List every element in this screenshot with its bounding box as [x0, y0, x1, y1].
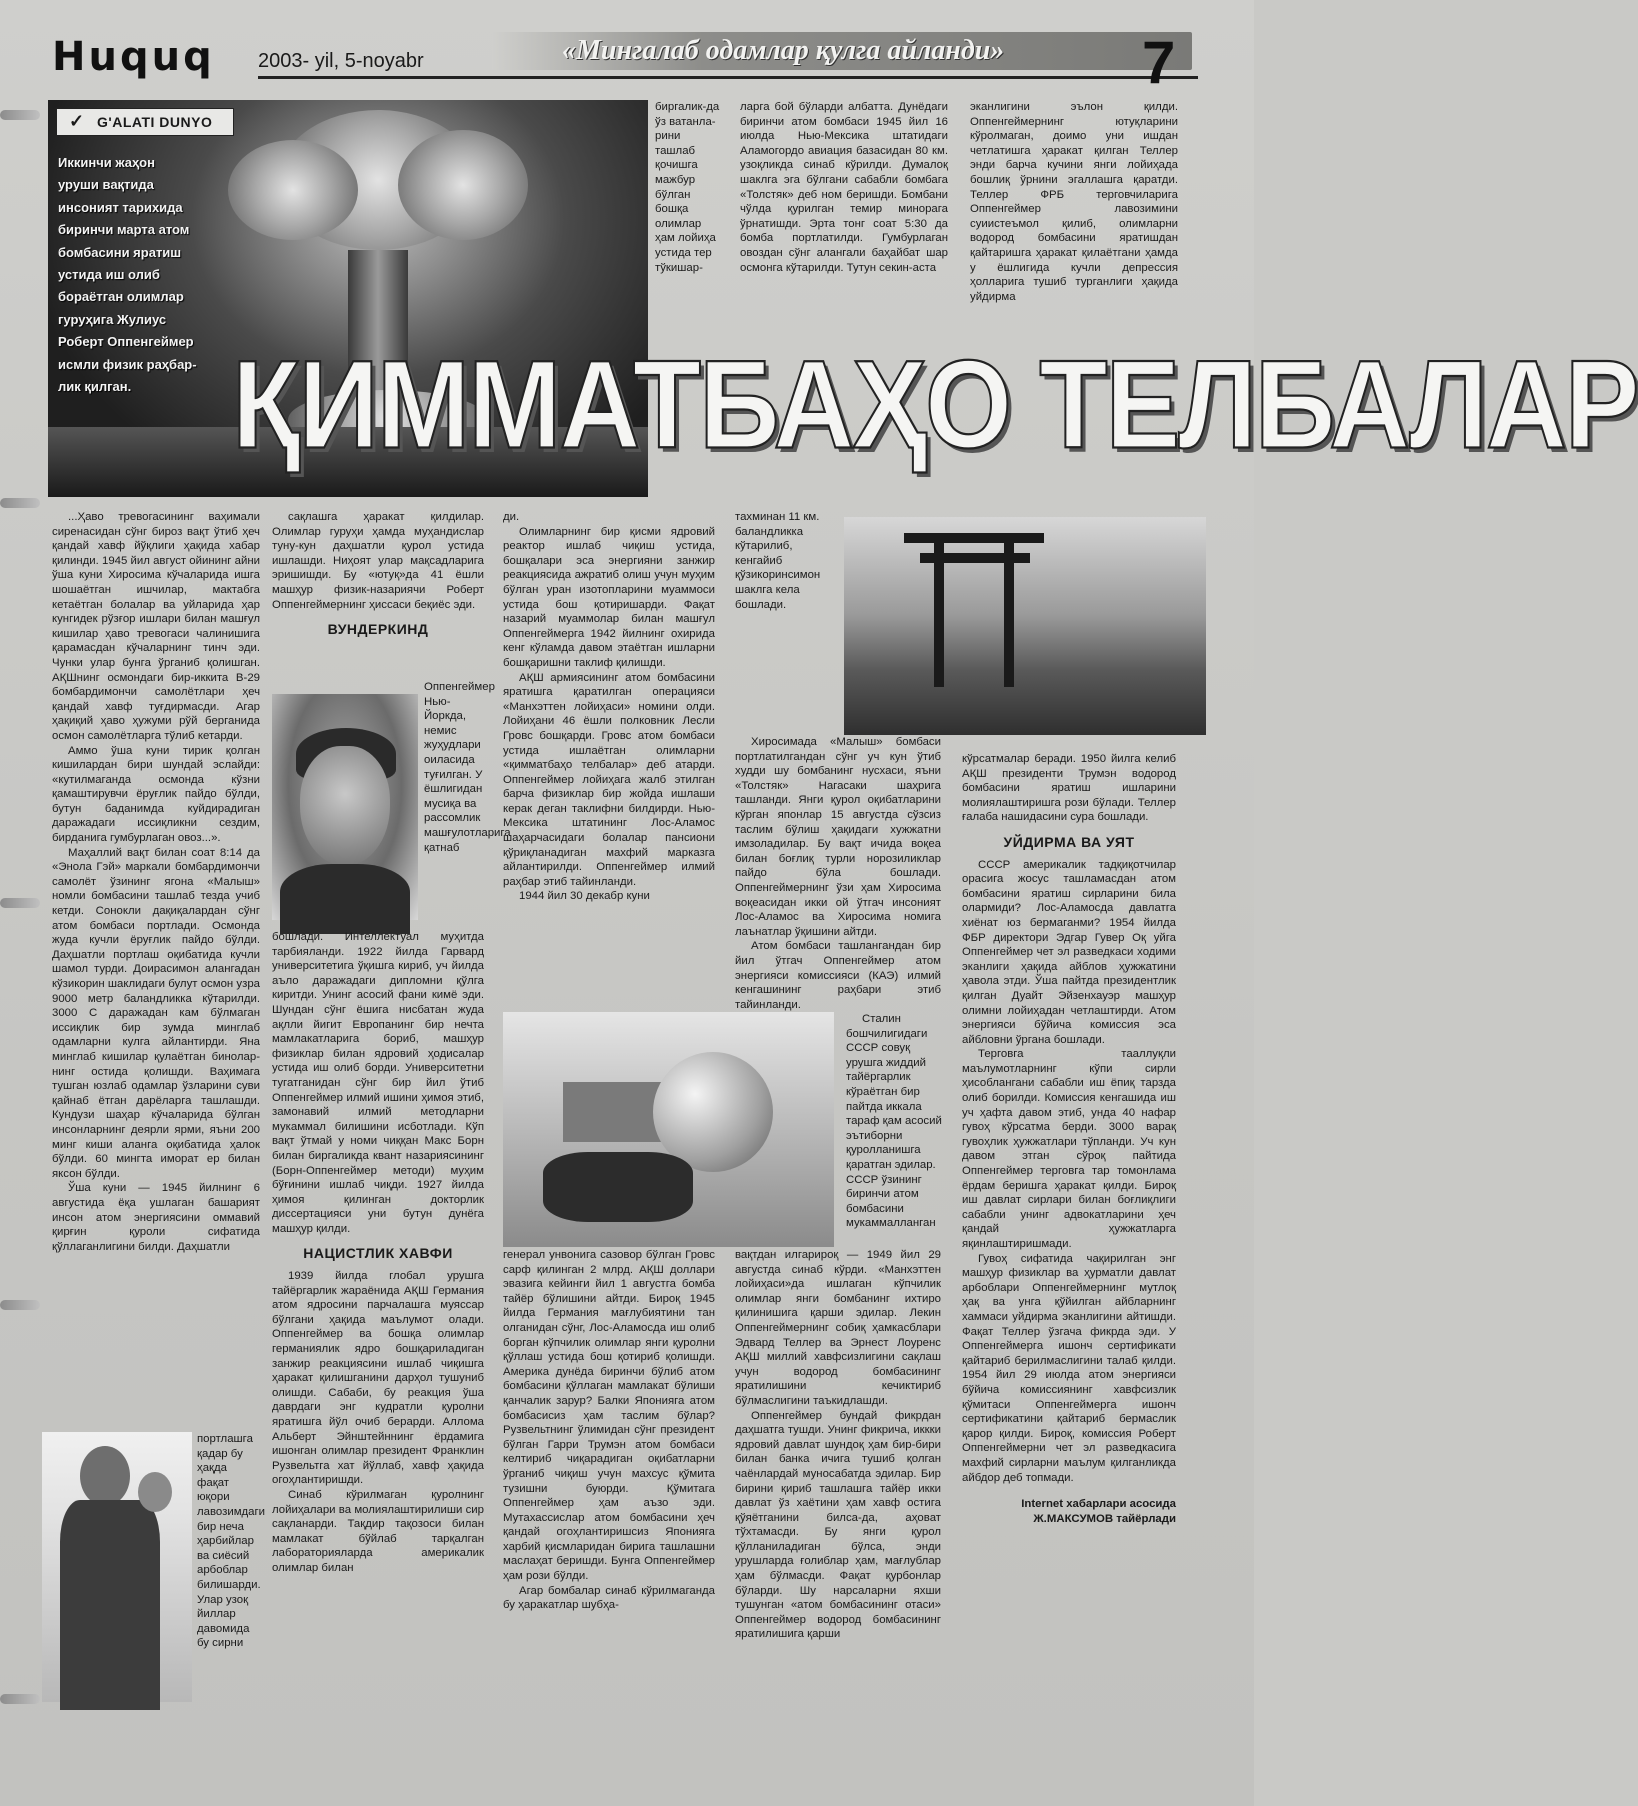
- check-icon: ✓: [69, 111, 85, 131]
- issue-date: 2003- yil, 5-noyabr: [258, 50, 424, 72]
- source-credit: Internet хабарлари асосида: [1021, 1498, 1176, 1511]
- article-column-4b: Хиросимада «Малыш» бомбаси портлатилгандан сўнг уч кун ўтиб худди шу бомбанинг нусхаси, яъни «Толстяк» Нагасаки шаҳрига ташланди. Янги қурол оқибатларини кўрган японлар 15 августда сўзсиз таслим бўлиш ҳақидаги хужжатни имзоладилар. Бу вақт ичида воқеа билан боғлиқ турли норозиликлар пайдо бўла бошлади. Оппенгеймернинг ўзи ҳам Хиросима воқеасидан икки ой ўтгач инсоният Лос-Аламос ва Хиросима номига лаънатлар ўқишини айтди. Атом бомбаси ташлангандан бир йил ўтгач Оппенгеймер атом энергияси комиссияси (КАЭ) илмий кенгашининг раҳбари этиб тайинланди.: [735, 736, 941, 1011]
- header-rule: [258, 76, 1198, 79]
- oppenheimer-portrait: [272, 694, 418, 920]
- torii-top-beam: [904, 533, 1044, 543]
- binding-hole: [0, 898, 40, 908]
- article-column-5: кўрсатмалар беради. 1950 йилга келиб АҚШ президенти Трумэн водород бомбасини яратиш ишларини молиялаштиришга рози бўлади. Теллер ғалаба нашидасини сура бошлади. УЙДИРМА ВА УЯТ СССР америкалик тадқиқотчилар орасига жосус ташламасдан атом бомбасини яратиш сирларини била олармиди? Лос-Аламосда давлатга хиёнат юз бермаганми? 1954 йилда ФБР директори Эдгар Гувер Оқ уйга Оппенгеймер чет эл разведкаси ходими эканлиги ҳақида айблов ҳужжатини ҳавола этди. Ўша пайтда президентлик қилган Дуайт Эйзенхауэр машҳур олимни лойиҳадан четлаштирди. Атом энергияси бўйича комиссия эса айбловни ўрганa бошлади. Терговга тааллуқли маълумотларнинг кўпи сирли ҳисоблангани сабабли иш ёпиқ тарзда олиб борилди. Комиссия кенгашида иш уч ҳафта давом этиб, унда 40 нафар гувоҳ кўрсатма берди. 3000 варақ гувоҳлик ҳужжатлари тўпланди. Уч кун давом этган сўроқ пайтида Оппенгеймер терговга тар томонлама ёрдам беришга ҳаракат қилди. Бироқ иш давлат сирлари билан боғлиқлиги сабабли унинг адвокатларини ҳеч қандай ҳужжатларга яқинлаштиришмади. Гувоҳ сифатида чақирилган энг машҳур физиклар ва ҳурматли давлат арбоблари Оппенгеймернинг мутлоқ ҳақ ва унга қўйилган айбларнинг хаммаси уйдирма эканлигини айтишди. Фақат Теллер ўзгача фикрда эди. У Оппенгеймерга ишонч сертификати қайтариб берилмаслигини талаб қилди. 1954 йил 29 июлда атом энергияси бўйича комиссиянинг хавфсизлик қўмитаси Оппенгеймерга ишонч сертификатини қайтариб бермаслик қарор қилди. Бироқ, комиссия Роберт Оппенгеймерни чет эл разведкасига махфий сирларни маълум қилганликда айбдор деб топмади. Internet хабарлари асосида Ж.МАКСУМОВ тайёрлади: [962, 753, 1176, 1525]
- subhead-wunderkind: ВУНДЕРКИНД: [327, 621, 429, 638]
- masthead: [52, 29, 1182, 96]
- page-number: 7: [1142, 29, 1176, 96]
- binding-hole: [0, 1300, 40, 1310]
- rubric-label: G'ALATI DUNYO: [97, 114, 213, 130]
- binding-hole: [0, 110, 40, 120]
- atomic-bomb-museum-photo: [503, 1012, 834, 1247]
- article-column-3: ди. Олимларнинг бир қисми ядровий реактор ишлаб чиқиш устида, бошқалари эса энергияни занжир реакциясида ажратиб олиш учун муҳим бўлган уран изотопларини муаммоси устида бош қотиришарди. Фақат назарий муаммолар билан машғул Оппенгеймерга 1942 йилнинг охирида кенг кўламда давом этаётган ишларни бошқаришни таклиф қилишди. АҚШ армиясининг атом бомбасини яратишга қаратилган операцияси «Манхэттен лойиҳаси» номини олди. Лойиҳани 46 ёшли полковник Лесли Гровс бошқарди. Гровс атом бомбаси устида ишлаётган олимларни «қимматбаҳо телбалар» деб атарди. Оппенгеймер лойиҳага жалб этилган барча физиклар бир жойда ишлаши керак деган таклифни билдирди. Нью-Мексика штатининг Лос-Аламос шаҳарчасидаги болалар пансиони қўриқланадиган махфий марказга айлантирилди. Оппенгеймер илмий раҳбар этиб тайинланди. 1944 йил 30 декабр куни: [503, 511, 715, 903]
- hiroshima-torii-photo: [844, 517, 1206, 735]
- banner-title: «Мингалаб одамлар қулга айланди»: [562, 35, 1005, 66]
- boy-body: [60, 1500, 160, 1710]
- hero-caption: Иккинчи жаҳон уруши вақтида инсоният тарихида биринчи марта атом бомбасини яратиш устида иш олиб бораётган олимлар гуруҳига Жулиус Роберт Оппенгеймер исмли физик раҳбар- лик қилган.: [58, 155, 197, 395]
- top-column-3: эканлигини эълон қилди. Оппенгеймернинг ютуқларини кўролмаган, доимо уни ишдан четлатишга ҳаракат қилган Теллер энди барча кучини янги лойиҳада бошлиқ ўрнини эгаллашга қаратди. Теллер ФРБ терговчиларига Оппенгеймер лавозимини суиистеъмол қилиб, олимларни водород бомбасини яратишдан қайтаришга ҳаракат қилаётгани ҳамда у ёшлигида кучли депрессия ҳолларига тушиб турганлиги ҳақида уйдирма: [970, 101, 1178, 303]
- article-column-3b: генерал унвонига сазовор бўлган Гровс сарф қилинган 2 млрд. АҚШ доллари эвазига кейинги йил 1 августга бомба тайёр бўлишини айтди. Бироқ 1945 йилда Германия мағлубиятини тан олганидан сўнг, Лос-Аламосда иш олиб борган кўпчилик олимлар янги қуролни қўллаш устида бош қотириб қолишди. Америка дунёда биринчи бўлиб атом бомбасини қўллаган мамлакат бўлиши қанчалик зарур? Балки Японияга атом бомбасисиз ҳам таслим бўлар? Рузвельтнинг ўлимидан сўнг президент бўлган Гарри Трумэн атом бомбаси келтириб чиқарадиган оқибатларни ўрганиб чиқиш учун махсус қўмита тузишни буюрди. Қўмитага Оппенгеймер ҳам аъзо эди. Мутахассислар атом бомбасини ҳеч қандай огоҳлантиришсиз Японияга харбий қисмларидан бирига ташлашни маслаҳат беришди. Бунга Оппенгеймер ҳам рози бўлди. Агар бомбалар синаб кўрилмаганда бу ҳаракатлар шубҳа-: [503, 1249, 715, 1612]
- child-head: [138, 1472, 172, 1512]
- torii-post: [1004, 537, 1014, 687]
- rubric-tag: [56, 108, 234, 136]
- article-column-4c: вақтдан илгарироқ — 1949 йил 29 августда синаб кўрди. «Манхэттен лойиҳаси»да ишлаган кўпчилик олимлар янги бомбанинг ихтиро қилинишига қарши эдилар. Лекин Оппенгеймернинг собиқ ҳамкасблари Эдвард Теллер ва Эрнест Лоуренс АҚШ миллий хавфсизлигини сақлаш учун водород бомбасининг яратилишини кечиктириб бўлмаслигини таъкидлашди. Оппенгеймер бундай фикрдан даҳшатга тушди. Унинг фикрича, иккки ядровий давлат шундоқ ҳам бир-бири билан банка ичига тушиб қолган чаёнлардай муносабатда эдилар. Бир бирини қириб ташлашга тайёр икки давлат ўз хаётини ҳам хавф остига қўяётганини билса-да, аҳоват тўхтамасди. Бу янги қурол қўлланиладиган бўлса, энди урушларда ғолиблар ҳам, мағлублар ҳам бўлмасди. Фақат қурбонлар бўларди. Шу нарсаларни яхши тушунган «атом бомбасининг отаси» Оппенгеймер водород бомбасининг яратилишига қарши: [735, 1249, 941, 1641]
- binding-hole: [0, 498, 40, 508]
- face: [300, 746, 390, 866]
- top-column-2: ларга бой бўларди албатта. Дунёдаги биринчи атом бомбаси 1945 йил 16 июлда Нью-Мексика штатидаги Аламогордо авиация базасидан 80 км. узоқликда синаб кўрилди. Думалоқ шаклга эга бўлгани сабабли бомбага «Толстяк» деб ном беришди. Бомбани чўлда қурилган темир минорага ўрнатишди. Эрта тонг соат 5:30 да бомба портлатилди. Гумбурлаган овоздан сўнг алангали баҳайбат шар осмонга кўтарилди. Тутун секин-аста: [740, 101, 948, 274]
- article-column-2b: бошлади. Интеллектуал муҳитда тарбияланди. 1922 йилда Гарвард университетига ўқишга кириб, уч йилда аъло даражадаги дипломни қўлга киритди. Унинг асосий фани кимё эди. Шундан сўнг ёшига нисбатан жуда ақлли йигит Европанинг бир нечта мамлакатларига бориб, машҳур физиклар билан ядровий ҳодисалар устида иш олиб борди. Университетни тугатганидан сўнг бир йил ўтиб Оппенгеймер илмий ишини ҳимоя этиб, замонавий илмий методларни мукаммал билишини исботлади. Кўп вақт ўтмай у номи чиққан Макс Борн билан биргаликда квант назариясининг (Борн-Оппенгеймер методи) муҳим бўғинини ишлаб чиқди. 1927 йилда ҳимоя қилинган докторлик диссертацияси уни бутун дунёга машҳур қилди. НАЦИСТЛИК ХАВФИ 1939 йилда глобал урушга тайёргарлик жараёнида АҚШ Германия атом ядросини парчалашга муяссар бўлгани ҳақида маълумот олади. Оппенгеймер ва бошқа олимлар германиялик ядро бошқариладиган занжир реакциясини ишлаб чиқишга ҳаракат қилишганини дарҳол тушуниб олишди. Сабаби, бу реакция ўша даврдаги энг кудратли қуролни яратишга йўл очиб берарди. Алломa Альберт Эйнштейннинг ёрдамига ишонган олимлар президент Франклин Рузвельтга хат йўллаб, хавф ҳақида огоҳлантиришди. Синаб кўрилмаган қуролнинг лойиҳалари ва молиялаштирилиши сир сақланарди. Тақдир тақозоси билан мамлакат бўйлаб тарқалган лабораторияларда америкалик олимлар билан: [272, 931, 484, 1574]
- article-column-4-wrap: Сталин бошчилигидаги СССР совуқ урушга жиддий тайёргарлик кўраётган бир пайтда иккала тараф қам асосий эътиборни қуролланишга қаратган эдилар. СССР ўзининг биринчи атом бомбасини мукаммалланган: [846, 1013, 942, 1230]
- suit: [280, 864, 410, 934]
- section-banner: [492, 32, 1192, 70]
- binding-hole: [0, 1694, 40, 1704]
- torii-post: [934, 537, 944, 687]
- headline: ҚИММАТБАҲО ТЕЛБАЛАР: [232, 334, 1638, 475]
- top-column-1: биргалик-да ўз ватанла-рини ташлаб қочишга мажбур бўлган бошқа олимлар ҳам лойиҳа устида тер тўкишар-: [655, 101, 720, 274]
- article-column-1-wrap: портлашга қадар бу ҳақда фақат юқори лавозимдаги бир неча ҳарбийлар ва сиёсий арбоблар билишарди. Улар узоқ йиллар давомида бу сирни: [197, 1433, 266, 1650]
- hiroshima-boy-photo: [42, 1432, 192, 1702]
- newspaper-logo: Huquq: [52, 34, 215, 80]
- subhead-slander: УЙДИРМА ВА УЯТ: [1003, 833, 1135, 850]
- subhead-nazi-threat: НАЦИСТЛИК ХАВФИ: [303, 1245, 453, 1262]
- article-column-1: ...Ҳаво тревогасининг ваҳимали сиренасидан сўнг бироз вақт ўтиб ҳеч қандай хавф йўқлиги ҳақида хабар қилинди. 1945 йил август ойининг айни ўша куни Хиросима кўчаларида ишга шошаётган ишчилар, мактабга кетаётган болалар ва уйларида ҳар кунгидек рўзғор ишлари билан машғул кишилар ҳаво тревогаси чалинишига қарамасдан кўчаларнинг тинч эди. Чунки улар бунга ўрганиб қолишган. АҚШнинг осмондаги бир-иккита В-29 бомбардимончи самолётлари ҳеч қандай хавф туғдирмасди. Агар ҳақиқий ҳаво ҳужуми рўй берганида осмон самолётларга тўлиб кетарди. Аммо ўша куни тирик қолган кишилардан бири шундай эслайди: «кутилмаганда осмонда кўзни қамаштирувчи ёруғлик пайдо бўлди, бутун баданимда куйдирадиган даражадаги иссиқликни сездим, бирданига гумбурлаган овоз...». Маҳаллий вақт билан соат 8:14 да «Энола Гэй» маркали бомбардимончи самолёт ўзининг ягона «Малыш» номли бомбасини ташлаб тезда учиб кетди. Сонокли дақиқалардан сўнг атом бомбаси портлади. Осмонда жуда кучли ёруғлик пайдо бўлди. Даҳшатли портлаш оқибатида кучли шамол турди. Доирасимон алангадан кўзикорин шаклидаги булут осмон узра 9000 метр баландликка кўтарилди. 3000 С даражадан кам бўлмаган иссиқлик бир зумда минглаб одамларни кулга айлантирди. Яна минглаб кишилар қулаётган бинолар-нинг остида қолишди. Ваҳимага тушган юзлаб одамлар ўзларини суви қайнаб ётган дарёларга ташлашди. Кундузи шаҳар кўчаларида бўлган инсонларнинг деярли ярми, яъни 200 минг киши аланга оқибатида ҳалок бўлди. 60 мингта иморат ер билан яксон бўлди. Ўша куни — 1945 йилнинг 6 августида ёқа ушлаган башарият инсон атом энергиясини оммавий қирғин қуроли сифатида қўллаганлигини билди. Даҳшатли: [52, 511, 260, 1253]
- author-credit: Ж.МАКСУМОВ тайёрлади: [1033, 1512, 1176, 1525]
- boy-head: [80, 1446, 130, 1506]
- article-column-4: тахминан 11 км. баландликка кўтарилиб, кенгайиб қўзикоринсимон шаклга кела бошлади.: [735, 511, 821, 611]
- cloud-shape: [398, 130, 528, 240]
- article-column-2: сақлашга ҳаракат қилдилар. Олимлар гуруҳи ҳамда муҳандислар туну-кун даҳшатли қурол устида ишлашди. Ниҳоят улар мақсадларига эришишди. Бу «ютуқ»да 41 ёшли машҳур физик-назариячи Роберт Оппенгеймернинг ҳиссаси беқиёс эди. ВУНДЕРКИНД: [272, 511, 484, 638]
- article-column-2-wrap: Оппенгеймер Нью-Йоркда, немис жуҳудлари оиласида туғилган. У ёшлигидан мусиқа ва рассомлик машғулотларига қатнаб: [424, 681, 511, 854]
- bomb-casing: [543, 1152, 693, 1222]
